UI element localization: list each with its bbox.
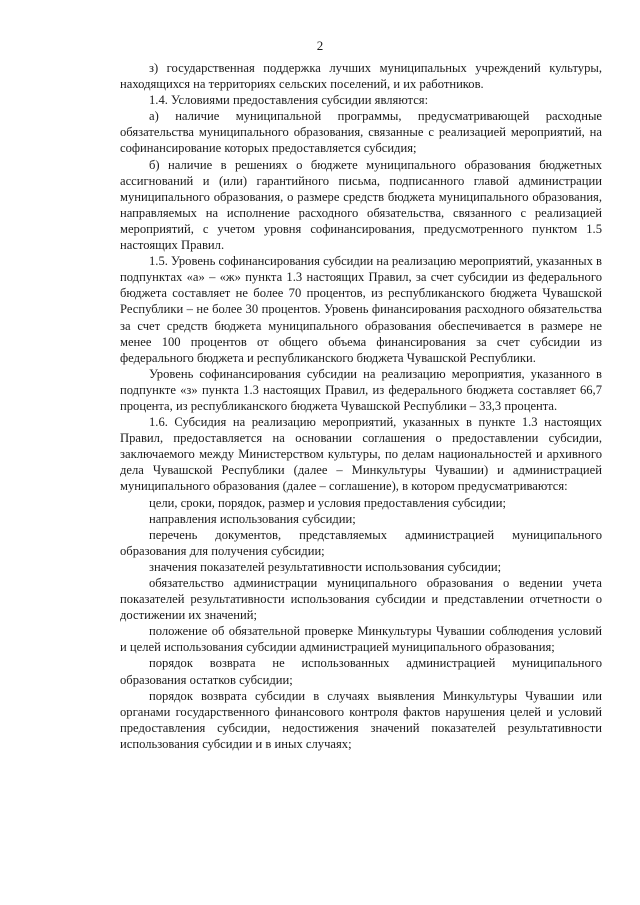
list-item-goals: цели, сроки, порядок, размер и условия предоставления субсидии; [149,495,506,510]
paragraph-cofinancing-z: Уровень софинансирования субсидии на реализацию мероприятия, указанного в подпункте «з» пункта 1.3 настоящих Правил, из федерального бюджета составляет 66,7 процента, из республиканского бюджета Чувашской Республики – 33,3 процента. [120,366,602,413]
list-item-indicators: значения показателей результативности использования субсидии; [149,559,502,574]
paragraph-condition-a: а) наличие муниципальной программы, предусматривающей расходные обязательства муниципального образования, связанные с реализацией мероприятий, на софинансирование которых предоставляется субсидия; [120,109,602,156]
list-item-directions: направления использования субсидии; [149,511,356,526]
list-item-verification: положение об обязательной проверке Минкультуры Чувашии соблюдения условий и целей использования субсидии администрацией муниципального образования; [120,624,602,655]
paragraph-item-z: з) государственная поддержка лучших муниципальных учреждений культуры, находящихся на территориях сельских поселений, и их работников. [120,61,602,92]
page-number: 2 [316,38,324,53]
paragraph-1-6: 1.6. Субсидия на реализацию мероприятий, указанных в пункте 1.3 настоящих Правил, предоставляется на основании соглашения о предоставлении субсидии, заключаемого между Министерством культуры, по делам национальностей и архивного дела Чувашской Республики (далее – Минкультуры Чувашии) и администрацией муниципального образования (далее – соглашение), в котором предусматриваются: [120,415,602,494]
paragraph-1-4-heading: 1.4. Условиями предоставления субсидии являются: [149,93,429,108]
list-item-unused-return: порядок возврата не использованных администрацией муниципального образования остатков субсидии; [120,656,602,687]
paragraph-1-5: 1.5. Уровень софинансирования субсидии на реализацию мероприятий, указанных в подпунктах «а» – «ж» пункта 1.3 настоящих Правил, за счет субсидии из федерального бюджета составляет не более 70 процентов, из республиканского бюджета Чувашской Республики – не более 30 процентов. Уровень финансирования расходного обязательства за счет средств бюджета муниципального образования обеспечивается в размере не менее 100 процентов от общего объема финансирования за счет субсидии из федерального бюджета и республиканского бюджета Чувашской Республики. [120,254,602,365]
paragraph-condition-b: б) наличие в решениях о бюджете муниципального образования бюджетных ассигнований и (или) гарантийного письма, подписанного главой администрации муниципального образования, о размере средств бюджета муниципального образования, направляемых на исполнение расходного обязательства, связанного с реализацией мероприятий, с учетом уровня софинансирования, предусмотренного пунктом 1.5 настоящих Правил. [120,157,602,253]
list-item-obligation: обязательство администрации муниципального образования о ведении учета показателей результативности использования субсидии и представлении отчетности о достижении их значений; [120,576,602,623]
document-body [120,60,602,752]
list-item-documents: перечень документов, представляемых администрацией муниципального образования для получения субсидии; [120,527,602,558]
list-item-violation-return: порядок возврата субсидии в случаях выявления Минкультуры Чувашии или органами государственного финансового контроля фактов нарушения целей и условий предоставления субсидии, недостижения значений показателей результативности использования субсидии и в иных случаях; [120,688,602,751]
